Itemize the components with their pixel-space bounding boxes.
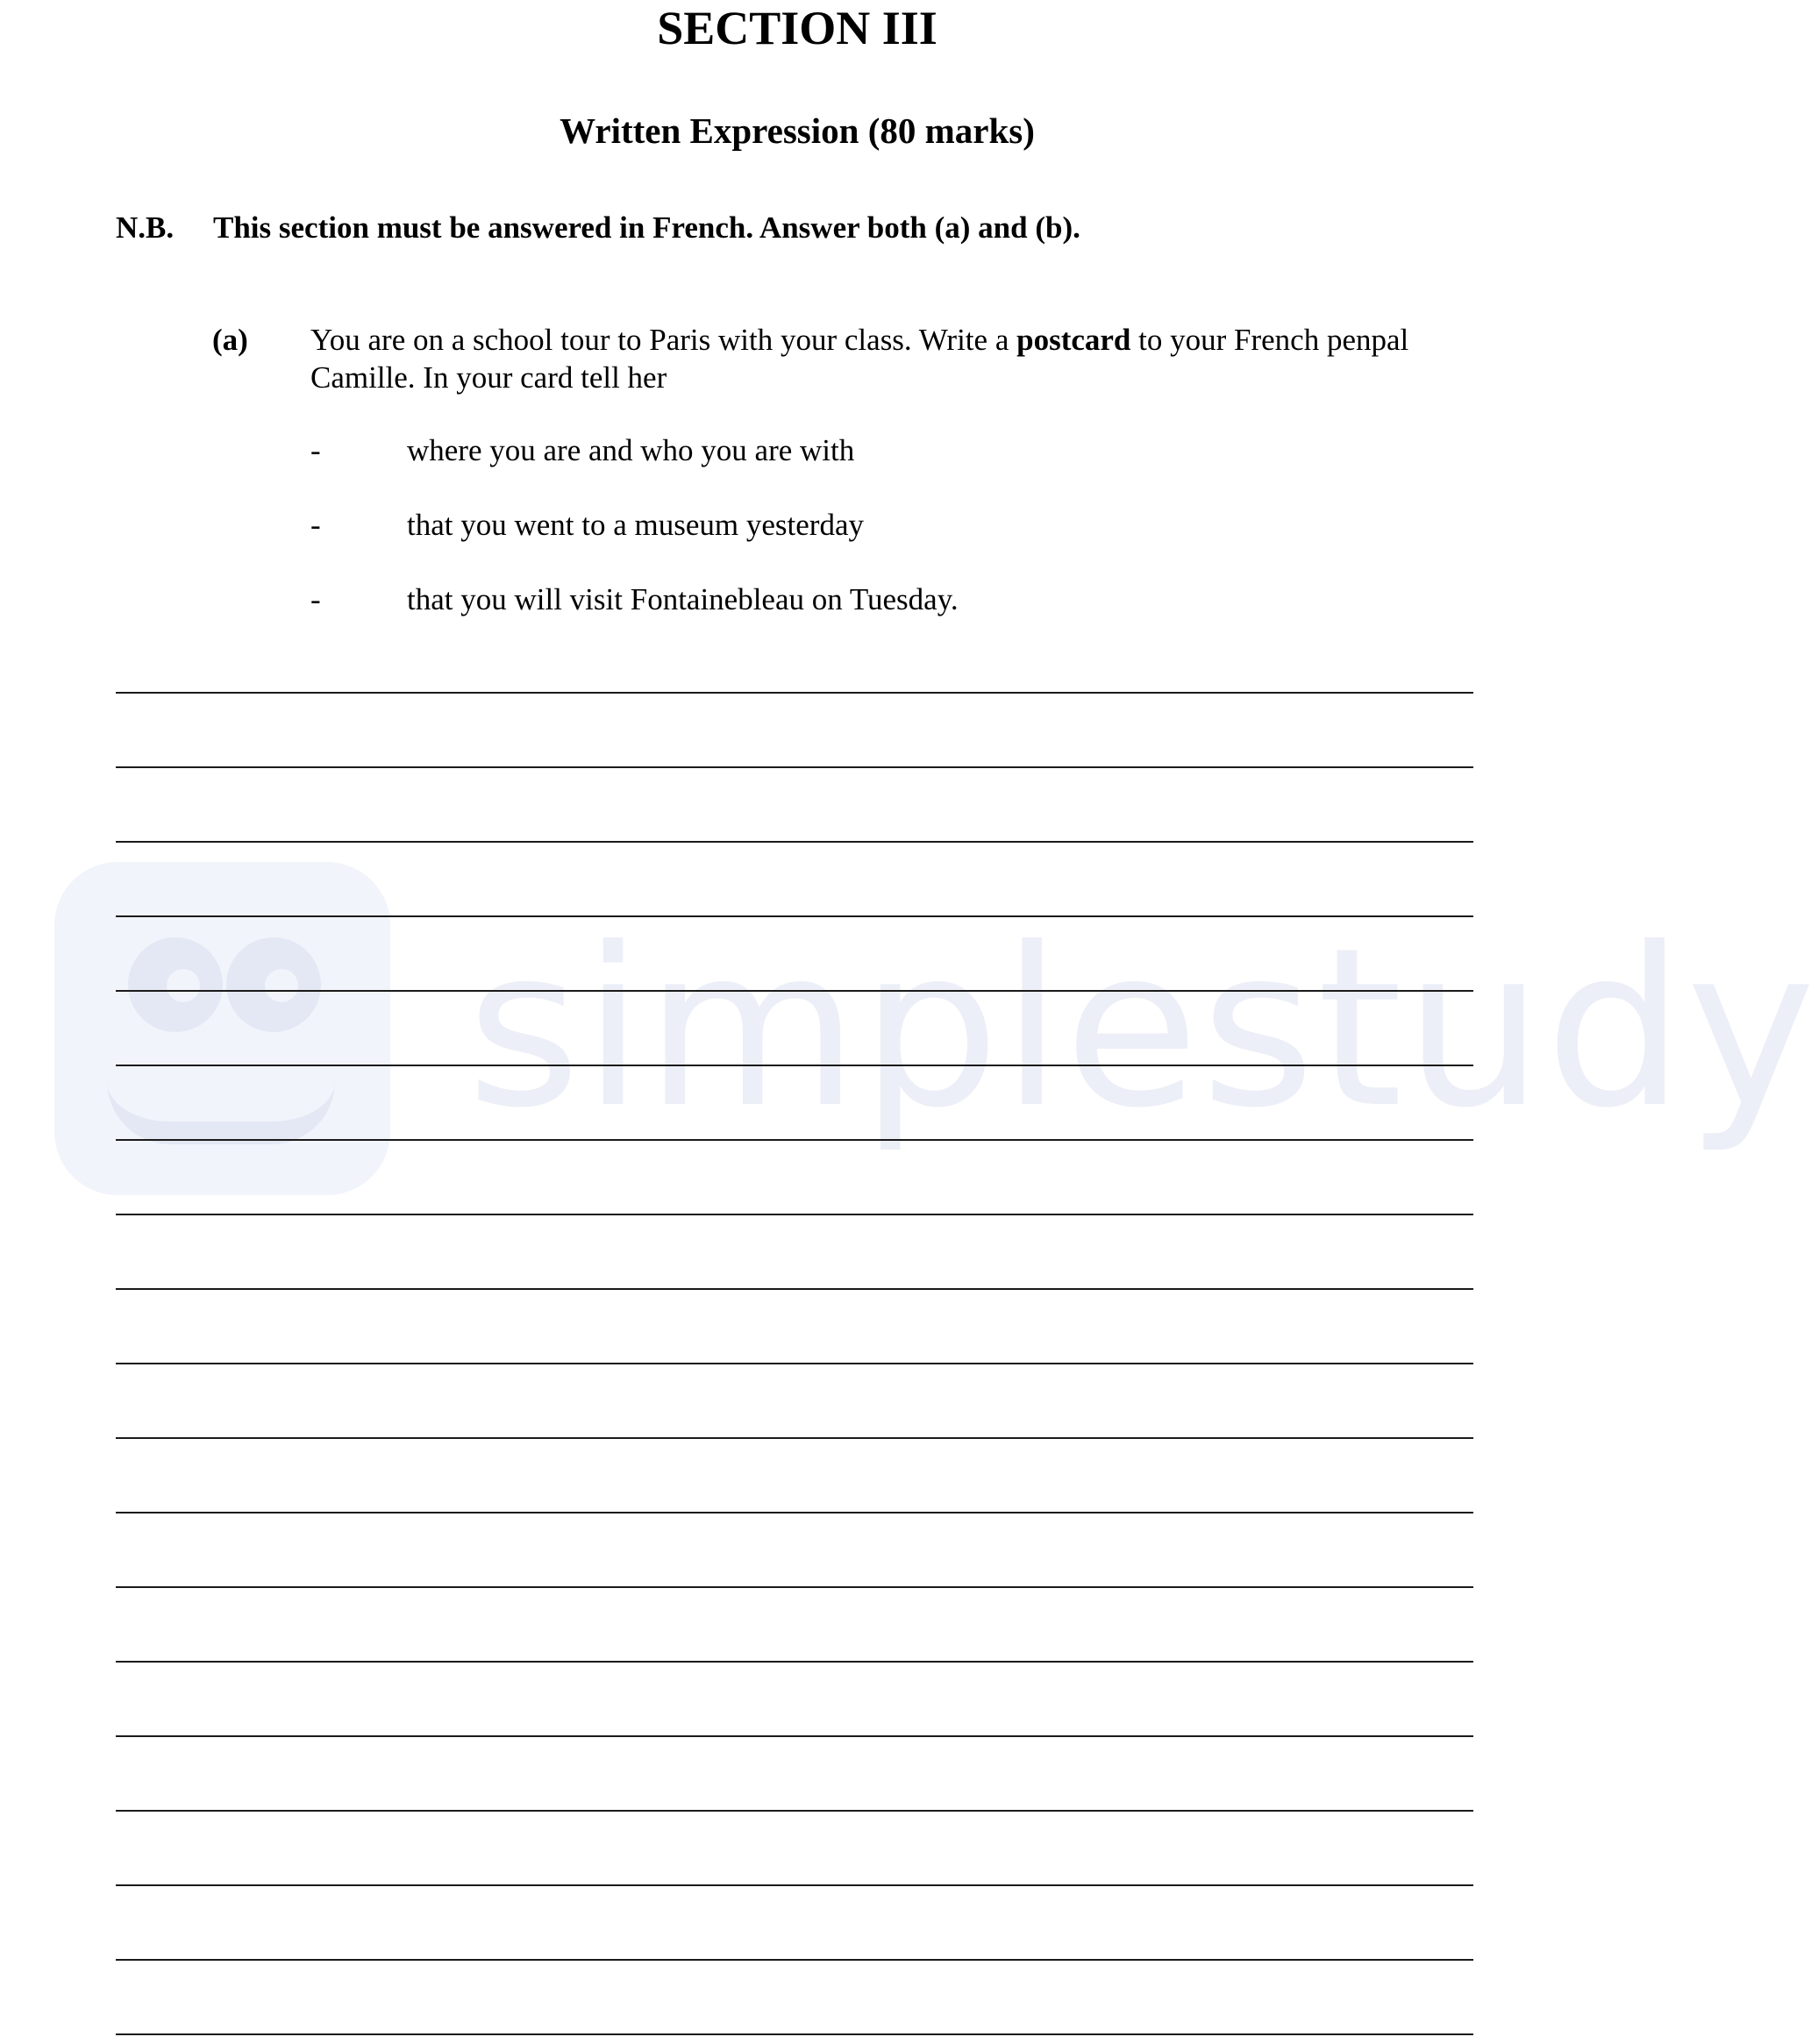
answer-line[interactable] xyxy=(116,990,1473,992)
answer-line[interactable] xyxy=(116,1735,1473,1737)
answer-line[interactable] xyxy=(116,1810,1473,1812)
answer-line[interactable] xyxy=(116,1288,1473,1290)
answer-line[interactable] xyxy=(116,2033,1473,2035)
answer-line[interactable] xyxy=(116,692,1473,694)
note-label: N.B. xyxy=(116,210,175,245)
logo-smile xyxy=(107,1081,335,1144)
answer-line[interactable] xyxy=(116,1959,1473,1961)
bullet-item: where you are and who you are with xyxy=(407,433,855,467)
prompt-text-start: You are on a school tour to Paris with your class. Write a xyxy=(310,323,1017,357)
answer-line[interactable] xyxy=(116,1139,1473,1141)
section-title: SECTION III xyxy=(657,2,938,54)
bullet-marker: - xyxy=(310,433,321,467)
prompt-text-end: to your French penpal Camille. In your card tell her xyxy=(310,323,1409,395)
answer-line[interactable] xyxy=(116,841,1473,843)
answer-line[interactable] xyxy=(116,1512,1473,1513)
prompt-emphasis: postcard xyxy=(1016,323,1131,357)
bullet-marker: - xyxy=(310,508,321,542)
answer-line[interactable] xyxy=(116,1363,1473,1364)
answer-line[interactable] xyxy=(116,1437,1473,1439)
answer-line[interactable] xyxy=(116,1586,1473,1588)
bullet-item: that you went to a museum yesterday xyxy=(407,508,864,542)
answer-line[interactable] xyxy=(116,1884,1473,1886)
bullet-item: that you will visit Fontainebleau on Tuesday. xyxy=(407,582,959,616)
logo-right-eye xyxy=(226,937,321,1032)
answer-line[interactable] xyxy=(116,1065,1473,1066)
answer-line[interactable] xyxy=(116,766,1473,768)
watermark-text: simplestudy xyxy=(467,901,1818,1156)
answer-line[interactable] xyxy=(116,1214,1473,1215)
question-label: (a) xyxy=(212,323,248,357)
bullet-marker: - xyxy=(310,582,321,616)
logo-left-eye xyxy=(128,937,223,1032)
note-text: This section must be answered in French. Answer both (a) and (b). xyxy=(213,210,1080,245)
question-prompt xyxy=(310,321,1494,396)
watermark xyxy=(54,862,1818,1195)
answer-line[interactable] xyxy=(116,915,1473,917)
section-subtitle: Written Expression (80 marks) xyxy=(560,110,1035,151)
simplestudy-logo-icon xyxy=(54,862,390,1195)
answer-line[interactable] xyxy=(116,1661,1473,1663)
